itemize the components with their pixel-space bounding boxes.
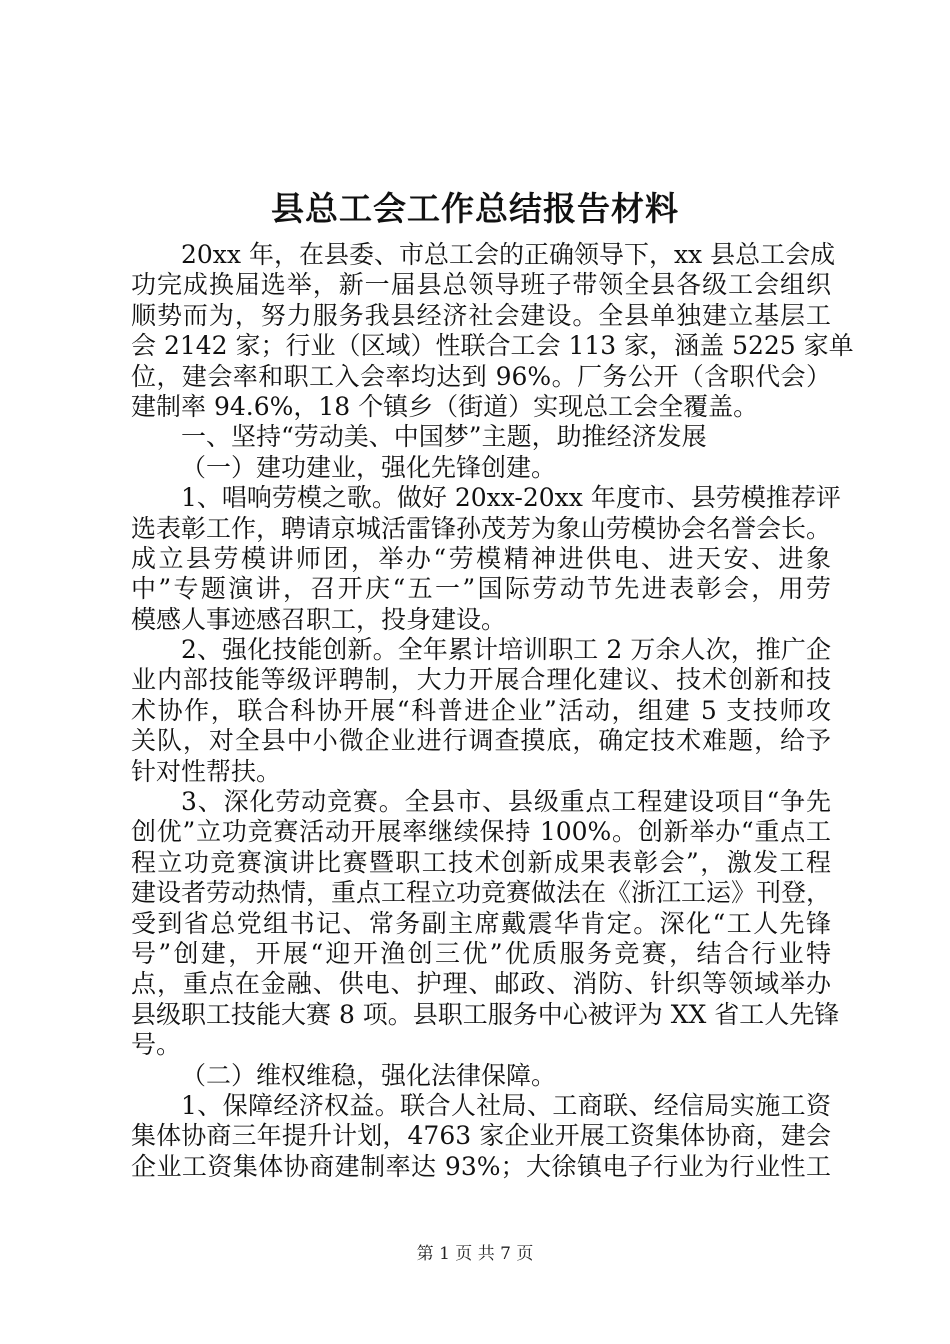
- body-line: 1、保障经济权益。联合人社局、工商联、经信局实施工资: [181, 1090, 831, 1120]
- body-line: 20xx 年，在县委、市总工会的正确领导下，xx 县总工会成: [181, 240, 836, 269]
- body-line: 顺势而为，努力服务我县经济社会建设。全县单独建立基层工: [131, 300, 831, 330]
- body-line: 建制率 94.6%，18 个镇乡（街道）实现总工会全覆盖。: [131, 391, 759, 421]
- document-title: 县总工会工作总结报告材料: [271, 189, 679, 228]
- body-line: 号。: [131, 1030, 182, 1060]
- body-line: 业内部技能等级评聘制，大力开展合理化建议、技术创新和技: [131, 665, 831, 695]
- body-line: 成立县劳模讲师团，举办“劳模精神进供电、进天安、进象: [131, 543, 831, 573]
- page-footer: 第 1 页 共 7 页: [416, 1244, 534, 1264]
- body-line: 县级职工技能大赛 8 项。县职工服务中心被评为 XX 省工人先锋: [131, 999, 840, 1029]
- body-line: 点，重点在金融、供电、护理、邮政、消防、针织等领域举办: [131, 969, 831, 999]
- body-line: 会 2142 家；行业（区域）性联合工会 113 家，涵盖 5225 家单: [131, 331, 854, 361]
- body-line: 中”专题演讲，召开庆“五一”国际劳动节先进表彰会，用劳: [131, 574, 831, 604]
- body-line: 模感人事迹感召职工，投身建设。: [131, 604, 507, 634]
- body-line: 号”创建，开展“迎开渔创三优”优质服务竞赛，结合行业特: [131, 938, 831, 968]
- body-line: 选表彰工作，聘请京城活雷锋孙茂芳为象山劳模协会名誉会长。: [131, 513, 832, 543]
- body-line: 术协作，联合科协开展“科普进企业”活动，组建 5 支技师攻: [131, 695, 831, 725]
- body-line: 程立功竞赛演讲比赛暨职工技术创新成果表彰会”，激发工程: [131, 847, 831, 877]
- body-line: 位，建会率和职工入会率均达到 96%。厂务公开（含职代会）: [131, 361, 831, 391]
- body-line: 2、强化技能创新。全年累计培训职工 2 万余人次，推广企: [181, 635, 831, 665]
- body-line: 1、唱响劳模之歌。做好 20xx-20xx 年度市、县劳模推荐评: [181, 483, 841, 513]
- body-line: 受到省总党组书记、常务副主席戴震华肯定。深化“工人先锋: [131, 908, 831, 938]
- body-line: 功完成换届选举，新一届县总领导班子带领全县各级工会组织: [131, 270, 831, 300]
- body-line: 企业工资集体协商建制率达 93%；大徐镇电子行业为行业性工: [131, 1151, 831, 1181]
- subsection-heading: （二）维权维稳，强化法律保障。: [181, 1060, 557, 1090]
- section-heading: 一、坚持“劳动美、中国梦”主题，助推经济发展: [181, 422, 707, 452]
- body-line: 3、深化劳动竞赛。全县市、县级重点工程建设项目“争先: [181, 787, 831, 817]
- body-line: 创优”立功竞赛活动开展率继续保持 100%。创新举办“重点工: [131, 817, 831, 847]
- body-line: 关队，对全县中小微企业进行调查摸底，确定技术难题，给予: [131, 726, 831, 756]
- subsection-heading: （一）建功建业，强化先锋创建。: [181, 452, 557, 482]
- body-line: 集体协商三年提升计划，4763 家企业开展工资集体协商，建会: [131, 1121, 831, 1151]
- body-line: 建设者劳动热情，重点工程立功竞赛做法在《浙江工运》刊登，: [131, 878, 832, 908]
- body-line: 针对性帮扶。: [131, 756, 282, 786]
- document-body: [131, 240, 854, 1182]
